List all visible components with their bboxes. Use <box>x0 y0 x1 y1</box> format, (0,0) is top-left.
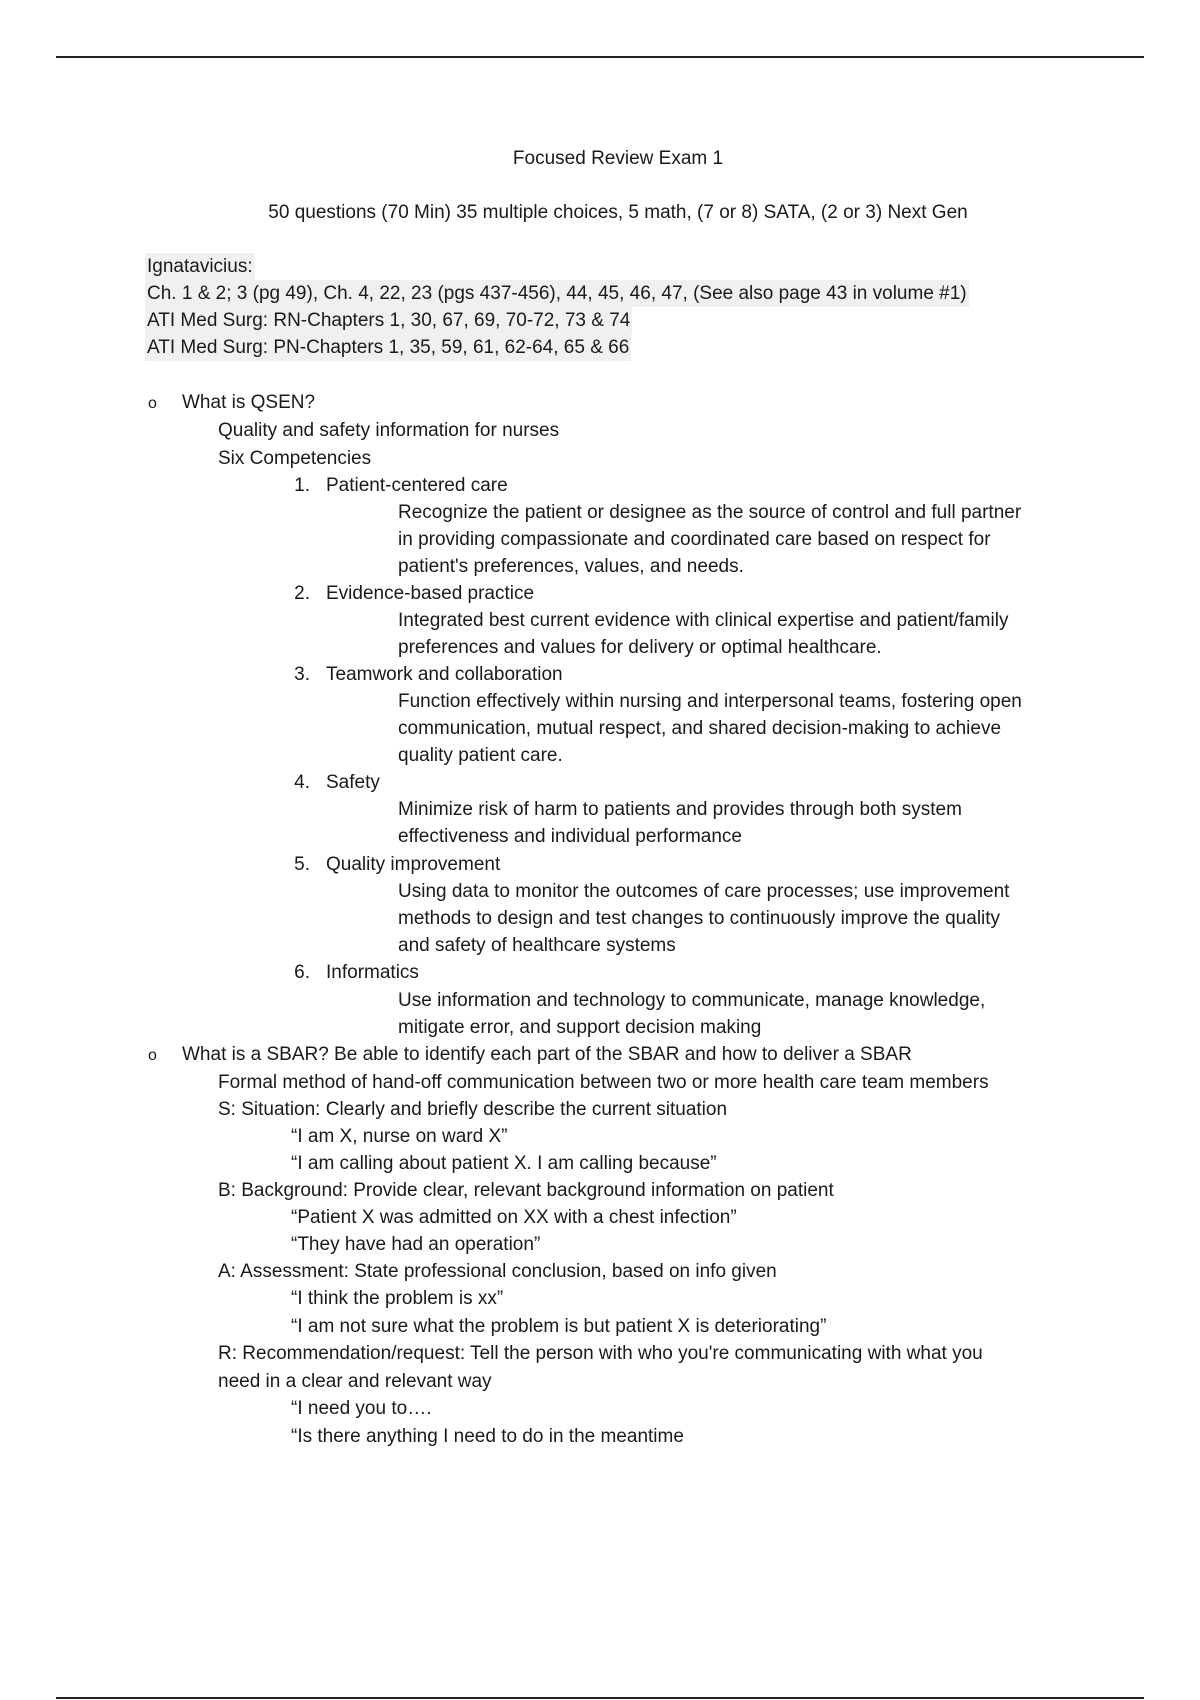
exam-summary: 50 questions (70 Min) 35 multiple choices, 5 math, (7 or 8) SATA, (2 or 3) Next Gen <box>268 202 968 223</box>
sbar-assessment: A: Assessment: State professional conclusion, based on info given <box>218 1261 777 1282</box>
competency-number: 1. <box>294 475 310 496</box>
competency-description: Using data to monitor the outcomes of care processes; use improvement <box>398 881 1010 902</box>
sbar-example-quote: “Patient X was admitted on XX with a chest infection” <box>291 1207 737 1228</box>
sbar-situation: S: Situation: Clearly and briefly describe the current situation <box>218 1099 728 1120</box>
bullet-marker: o <box>148 395 157 412</box>
sbar-background: B: Background: Provide clear, relevant background information on patient <box>218 1180 834 1201</box>
competency-number: 4. <box>294 772 310 793</box>
footer-rule <box>56 1697 1144 1699</box>
competency-description: Use information and technology to communicate, manage knowledge, <box>398 990 986 1011</box>
sbar-recommendation: R: Recommendation/request: Tell the person with who you're communicating with what you <box>218 1343 983 1364</box>
competency-description: effectiveness and individual performance <box>398 826 742 847</box>
competency-description: Minimize risk of harm to patients and provides through both system <box>398 799 962 820</box>
sbar-example-quote: “I need you to…. <box>291 1398 432 1419</box>
competency-number: 5. <box>294 854 310 875</box>
competency-number: 6. <box>294 962 310 983</box>
sbar-example-quote: “I am not sure what the problem is but patient X is deteriorating” <box>291 1316 827 1337</box>
competency-description: quality patient care. <box>398 745 563 766</box>
reference-line: Ch. 1 & 2; 3 (pg 49), Ch. 4, 22, 23 (pgs 437-456), 44, 45, 46, 47, (See also page 43 in volume #1) <box>145 280 969 307</box>
competency-description: communication, mutual respect, and shared decision-making to achieve <box>398 718 1002 739</box>
competency-name: Patient-centered care <box>326 475 508 496</box>
competency-number: 2. <box>294 583 310 604</box>
competency-name: Safety <box>326 772 380 793</box>
competency-description: Integrated best current evidence with clinical expertise and patient/family <box>398 610 1009 631</box>
competency-description: preferences and values for delivery or optimal healthcare. <box>398 637 882 658</box>
competency-description: methods to design and test changes to continuously improve the quality <box>398 908 1001 929</box>
competency-name: Teamwork and collaboration <box>326 664 563 685</box>
sbar-example-quote: “I think the problem is xx” <box>291 1288 504 1309</box>
sbar-example-quote: “I am X, nurse on ward X” <box>291 1126 508 1147</box>
competencies-heading: Six Competencies <box>218 448 372 469</box>
sbar-recommendation: need in a clear and relevant way <box>218 1371 492 1392</box>
sbar-definition: Formal method of hand-off communication between two or more health care team members <box>218 1072 989 1093</box>
competency-description: patient's preferences, values, and needs. <box>398 556 744 577</box>
competency-name: Quality improvement <box>326 854 501 875</box>
sbar-question: What is a SBAR? Be able to identify each part of the SBAR and how to deliver a SBAR <box>182 1044 912 1065</box>
reference-line: Ignatavicius: <box>145 253 255 280</box>
qsen-question: What is QSEN? <box>182 392 316 413</box>
competency-description: Function effectively within nursing and interpersonal teams, fostering open <box>398 691 1022 712</box>
competency-name: Informatics <box>326 962 419 983</box>
bullet-marker: o <box>148 1047 157 1064</box>
competency-description: in providing compassionate and coordinated care based on respect for <box>398 529 991 550</box>
page-title: Focused Review Exam 1 <box>512 148 724 169</box>
sbar-example-quote: “They have had an operation” <box>291 1234 541 1255</box>
sbar-example-quote: “I am calling about patient X. I am calling because” <box>291 1153 717 1174</box>
header-rule <box>56 56 1144 58</box>
sbar-example-quote: “Is there anything I need to do in the meantime <box>291 1426 684 1447</box>
reference-line: ATI Med Surg: RN-Chapters 1, 30, 67, 69, 70-72, 73 & 74 <box>145 307 632 334</box>
competency-name: Evidence-based practice <box>326 583 535 604</box>
competency-description: and safety of healthcare systems <box>398 935 676 956</box>
competency-number: 3. <box>294 664 310 685</box>
reference-line: ATI Med Surg: PN-Chapters 1, 35, 59, 61, 62-64, 65 & 66 <box>145 334 631 361</box>
competency-description: mitigate error, and support decision making <box>398 1017 762 1038</box>
competency-description: Recognize the patient or designee as the source of control and full partner <box>398 502 1022 523</box>
qsen-definition: Quality and safety information for nurses <box>218 420 560 441</box>
